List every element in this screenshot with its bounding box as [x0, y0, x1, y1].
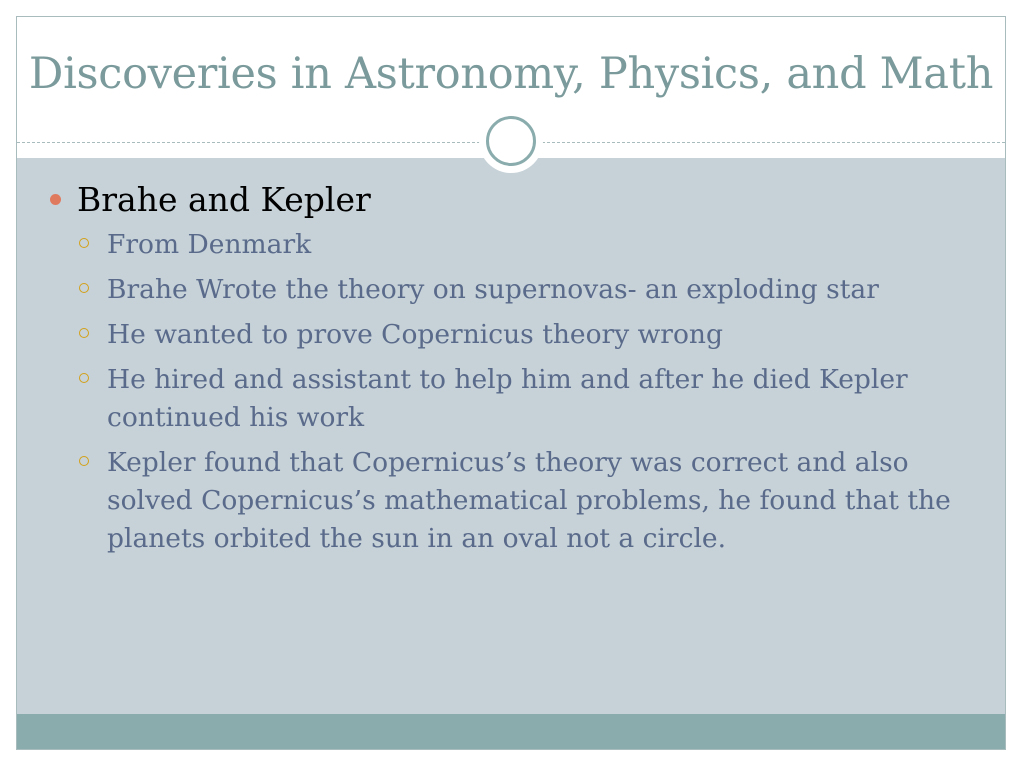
bullet-text: Kepler found that Copernicus’s theory was correct and also solved Copernicus’s mathematical problems, he found that the planets orbited the sun in an oval not a circle. [107, 447, 951, 554]
bullet-text: Brahe and Kepler [77, 180, 371, 219]
ring-ornament-inner [486, 116, 536, 166]
bullet-item-level1 [47, 180, 982, 220]
hollow-circle-bullet-icon [79, 373, 89, 383]
bullet-text: He hired and assistant to help him and after he died Kepler continued his work [107, 364, 908, 433]
hollow-circle-bullet-icon [79, 328, 89, 338]
bullet-text: Brahe Wrote the theory on supernovas- an exploding star [107, 274, 879, 305]
bullet-text: He wanted to prove Copernicus theory wrong [107, 319, 723, 350]
ring-ornament-icon [479, 109, 543, 173]
filled-circle-bullet-icon [50, 194, 61, 205]
bullet-list [47, 180, 982, 565]
bullet-item-level2 [47, 271, 982, 309]
slide [16, 16, 1006, 750]
bullet-item-level2 [47, 361, 982, 437]
slide-title: Discoveries in Astronomy, Physics, and Math [28, 49, 994, 99]
bullet-item-level2 [47, 444, 982, 558]
hollow-circle-bullet-icon [79, 283, 89, 293]
bullet-item-level2 [47, 316, 982, 354]
bullet-item-level2 [47, 226, 982, 264]
hollow-circle-bullet-icon [79, 238, 89, 248]
footer-band [17, 714, 1005, 749]
hollow-circle-bullet-icon [79, 456, 89, 466]
bullet-text: From Denmark [107, 229, 312, 260]
